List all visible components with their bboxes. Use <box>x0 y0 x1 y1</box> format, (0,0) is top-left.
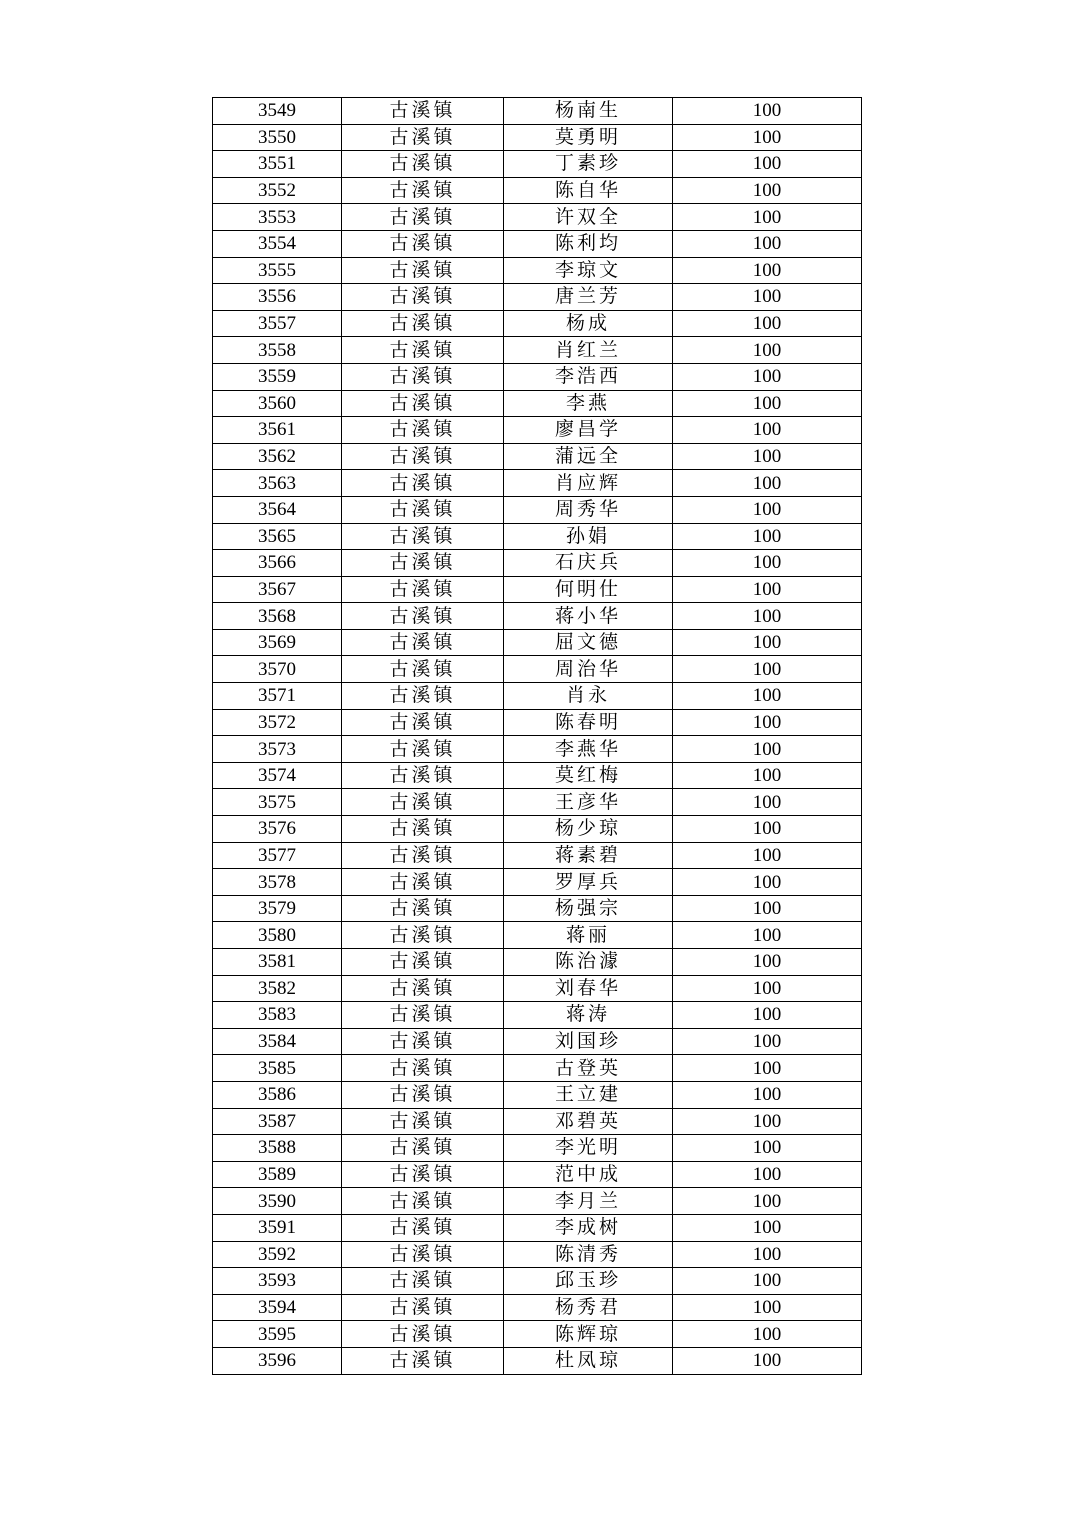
person-name-cell: 杨成 <box>504 310 673 337</box>
table-row <box>213 975 862 1002</box>
town-cell: 古溪镇 <box>342 895 504 922</box>
town-cell: 古溪镇 <box>342 762 504 789</box>
amount-cell: 100 <box>673 98 862 125</box>
row-number-cell: 3594 <box>213 1294 342 1321</box>
table-row <box>213 470 862 497</box>
table-row <box>213 310 862 337</box>
town-cell: 古溪镇 <box>342 1081 504 1108</box>
amount-cell: 100 <box>673 869 862 896</box>
amount-cell: 100 <box>673 789 862 816</box>
row-number-cell: 3572 <box>213 709 342 736</box>
person-name-cell: 肖红兰 <box>504 337 673 364</box>
person-name-cell: 杜凤琼 <box>504 1347 673 1374</box>
town-cell: 古溪镇 <box>342 1108 504 1135</box>
row-number-cell: 3585 <box>213 1055 342 1082</box>
amount-cell: 100 <box>673 151 862 178</box>
row-number-cell: 3575 <box>213 789 342 816</box>
table-row <box>213 709 862 736</box>
town-cell: 古溪镇 <box>342 124 504 151</box>
table-row <box>213 230 862 257</box>
table-row <box>213 1135 862 1162</box>
person-name-cell: 蒲远全 <box>504 443 673 470</box>
row-number-cell: 3557 <box>213 310 342 337</box>
town-cell: 古溪镇 <box>342 683 504 710</box>
amount-cell: 100 <box>673 603 862 630</box>
town-cell: 古溪镇 <box>342 1241 504 1268</box>
table-row <box>213 1002 862 1029</box>
row-number-cell: 3570 <box>213 656 342 683</box>
table-row <box>213 869 862 896</box>
row-number-cell: 3587 <box>213 1108 342 1135</box>
person-name-cell: 孙娟 <box>504 523 673 550</box>
amount-cell: 100 <box>673 417 862 444</box>
town-cell: 古溪镇 <box>342 922 504 949</box>
amount-cell: 100 <box>673 204 862 231</box>
row-number-cell: 3549 <box>213 98 342 125</box>
town-cell: 古溪镇 <box>342 390 504 417</box>
person-name-cell: 蒋涛 <box>504 1002 673 1029</box>
town-cell: 古溪镇 <box>342 603 504 630</box>
row-number-cell: 3558 <box>213 337 342 364</box>
person-name-cell: 蒋素碧 <box>504 842 673 869</box>
row-number-cell: 3565 <box>213 523 342 550</box>
amount-cell: 100 <box>673 310 862 337</box>
person-name-cell: 何明仕 <box>504 576 673 603</box>
table-row <box>213 390 862 417</box>
amount-cell: 100 <box>673 762 862 789</box>
amount-cell: 100 <box>673 736 862 763</box>
row-number-cell: 3550 <box>213 124 342 151</box>
row-number-cell: 3562 <box>213 443 342 470</box>
row-number-cell: 3579 <box>213 895 342 922</box>
town-cell: 古溪镇 <box>342 1321 504 1348</box>
table-row <box>213 762 862 789</box>
town-cell: 古溪镇 <box>342 709 504 736</box>
town-cell: 古溪镇 <box>342 975 504 1002</box>
town-cell: 古溪镇 <box>342 656 504 683</box>
town-cell: 古溪镇 <box>342 842 504 869</box>
table-row <box>213 124 862 151</box>
person-name-cell: 古登英 <box>504 1055 673 1082</box>
subsidy-list-table <box>212 97 862 1375</box>
town-cell: 古溪镇 <box>342 337 504 364</box>
amount-cell: 100 <box>673 1241 862 1268</box>
amount-cell: 100 <box>673 1081 862 1108</box>
table-row <box>213 204 862 231</box>
amount-cell: 100 <box>673 629 862 656</box>
town-cell: 古溪镇 <box>342 1214 504 1241</box>
table-row <box>213 1055 862 1082</box>
table-row <box>213 98 862 125</box>
town-cell: 古溪镇 <box>342 1268 504 1295</box>
table-row <box>213 736 862 763</box>
person-name-cell: 陈春明 <box>504 709 673 736</box>
person-name-cell: 丁素珍 <box>504 151 673 178</box>
table-row <box>213 922 862 949</box>
row-number-cell: 3588 <box>213 1135 342 1162</box>
table-row <box>213 1108 862 1135</box>
table-row <box>213 816 862 843</box>
town-cell: 古溪镇 <box>342 417 504 444</box>
amount-cell: 100 <box>673 949 862 976</box>
town-cell: 古溪镇 <box>342 98 504 125</box>
table-row <box>213 417 862 444</box>
person-name-cell: 邓碧英 <box>504 1108 673 1135</box>
amount-cell: 100 <box>673 922 862 949</box>
town-cell: 古溪镇 <box>342 1055 504 1082</box>
table-row <box>213 629 862 656</box>
person-name-cell: 陈治澽 <box>504 949 673 976</box>
town-cell: 古溪镇 <box>342 1002 504 1029</box>
table-row <box>213 1294 862 1321</box>
amount-cell: 100 <box>673 816 862 843</box>
amount-cell: 100 <box>673 895 862 922</box>
table-row <box>213 1268 862 1295</box>
amount-cell: 100 <box>673 257 862 284</box>
row-number-cell: 3584 <box>213 1028 342 1055</box>
row-number-cell: 3591 <box>213 1214 342 1241</box>
table-row <box>213 151 862 178</box>
town-cell: 古溪镇 <box>342 470 504 497</box>
person-name-cell: 刘国珍 <box>504 1028 673 1055</box>
table-row <box>213 496 862 523</box>
row-number-cell: 3593 <box>213 1268 342 1295</box>
amount-cell: 100 <box>673 576 862 603</box>
amount-cell: 100 <box>673 1188 862 1215</box>
person-name-cell: 蒋丽 <box>504 922 673 949</box>
table-row <box>213 443 862 470</box>
row-number-cell: 3577 <box>213 842 342 869</box>
person-name-cell: 罗厚兵 <box>504 869 673 896</box>
amount-cell: 100 <box>673 523 862 550</box>
table-row <box>213 337 862 364</box>
amount-cell: 100 <box>673 284 862 311</box>
town-cell: 古溪镇 <box>342 523 504 550</box>
person-name-cell: 肖应辉 <box>504 470 673 497</box>
amount-cell: 100 <box>673 1028 862 1055</box>
row-number-cell: 3596 <box>213 1347 342 1374</box>
amount-cell: 100 <box>673 842 862 869</box>
town-cell: 古溪镇 <box>342 310 504 337</box>
row-number-cell: 3592 <box>213 1241 342 1268</box>
town-cell: 古溪镇 <box>342 1294 504 1321</box>
person-name-cell: 刘春华 <box>504 975 673 1002</box>
amount-cell: 100 <box>673 1002 862 1029</box>
town-cell: 古溪镇 <box>342 789 504 816</box>
amount-cell: 100 <box>673 124 862 151</box>
town-cell: 古溪镇 <box>342 257 504 284</box>
person-name-cell: 杨南生 <box>504 98 673 125</box>
town-cell: 古溪镇 <box>342 949 504 976</box>
amount-cell: 100 <box>673 443 862 470</box>
amount-cell: 100 <box>673 656 862 683</box>
person-name-cell: 廖昌学 <box>504 417 673 444</box>
person-name-cell: 李光明 <box>504 1135 673 1162</box>
town-cell: 古溪镇 <box>342 629 504 656</box>
row-number-cell: 3563 <box>213 470 342 497</box>
amount-cell: 100 <box>673 1135 862 1162</box>
amount-cell: 100 <box>673 177 862 204</box>
town-cell: 古溪镇 <box>342 443 504 470</box>
table-row <box>213 1214 862 1241</box>
amount-cell: 100 <box>673 1347 862 1374</box>
amount-cell: 100 <box>673 230 862 257</box>
table-row <box>213 576 862 603</box>
row-number-cell: 3576 <box>213 816 342 843</box>
town-cell: 古溪镇 <box>342 1347 504 1374</box>
row-number-cell: 3583 <box>213 1002 342 1029</box>
person-name-cell: 莫红梅 <box>504 762 673 789</box>
amount-cell: 100 <box>673 1108 862 1135</box>
row-number-cell: 3566 <box>213 550 342 577</box>
person-name-cell: 杨秀君 <box>504 1294 673 1321</box>
town-cell: 古溪镇 <box>342 151 504 178</box>
person-name-cell: 李月兰 <box>504 1188 673 1215</box>
table-row <box>213 1081 862 1108</box>
town-cell: 古溪镇 <box>342 550 504 577</box>
row-number-cell: 3595 <box>213 1321 342 1348</box>
town-cell: 古溪镇 <box>342 1188 504 1215</box>
row-number-cell: 3571 <box>213 683 342 710</box>
amount-cell: 100 <box>673 709 862 736</box>
amount-cell: 100 <box>673 1294 862 1321</box>
town-cell: 古溪镇 <box>342 177 504 204</box>
table-row <box>213 683 862 710</box>
amount-cell: 100 <box>673 496 862 523</box>
amount-cell: 100 <box>673 1321 862 1348</box>
person-name-cell: 陈清秀 <box>504 1241 673 1268</box>
person-name-cell: 周秀华 <box>504 496 673 523</box>
row-number-cell: 3554 <box>213 230 342 257</box>
table-row <box>213 1321 862 1348</box>
person-name-cell: 唐兰芳 <box>504 284 673 311</box>
town-cell: 古溪镇 <box>342 736 504 763</box>
row-number-cell: 3580 <box>213 922 342 949</box>
town-cell: 古溪镇 <box>342 230 504 257</box>
person-name-cell: 陈利均 <box>504 230 673 257</box>
town-cell: 古溪镇 <box>342 496 504 523</box>
amount-cell: 100 <box>673 1055 862 1082</box>
row-number-cell: 3573 <box>213 736 342 763</box>
row-number-cell: 3578 <box>213 869 342 896</box>
amount-cell: 100 <box>673 1268 862 1295</box>
amount-cell: 100 <box>673 975 862 1002</box>
row-number-cell: 3556 <box>213 284 342 311</box>
person-name-cell: 杨少琼 <box>504 816 673 843</box>
person-name-cell: 莫勇明 <box>504 124 673 151</box>
table-row <box>213 895 862 922</box>
table-row <box>213 842 862 869</box>
person-name-cell: 王彦华 <box>504 789 673 816</box>
amount-cell: 100 <box>673 363 862 390</box>
amount-cell: 100 <box>673 470 862 497</box>
person-name-cell: 李浩西 <box>504 363 673 390</box>
table-body <box>213 98 862 1375</box>
table-row <box>213 284 862 311</box>
person-name-cell: 肖永 <box>504 683 673 710</box>
town-cell: 古溪镇 <box>342 1161 504 1188</box>
table-row <box>213 257 862 284</box>
row-number-cell: 3555 <box>213 257 342 284</box>
person-name-cell: 杨强宗 <box>504 895 673 922</box>
row-number-cell: 3582 <box>213 975 342 1002</box>
row-number-cell: 3589 <box>213 1161 342 1188</box>
table-row <box>213 1241 862 1268</box>
table-row <box>213 363 862 390</box>
amount-cell: 100 <box>673 1214 862 1241</box>
person-name-cell: 李燕 <box>504 390 673 417</box>
row-number-cell: 3552 <box>213 177 342 204</box>
town-cell: 古溪镇 <box>342 363 504 390</box>
row-number-cell: 3559 <box>213 363 342 390</box>
table-row <box>213 1188 862 1215</box>
table-row <box>213 1161 862 1188</box>
person-name-cell: 李成树 <box>504 1214 673 1241</box>
amount-cell: 100 <box>673 1161 862 1188</box>
person-name-cell: 邱玉珍 <box>504 1268 673 1295</box>
town-cell: 古溪镇 <box>342 204 504 231</box>
person-name-cell: 陈自华 <box>504 177 673 204</box>
amount-cell: 100 <box>673 337 862 364</box>
table-row <box>213 1347 862 1374</box>
amount-cell: 100 <box>673 550 862 577</box>
person-name-cell: 王立建 <box>504 1081 673 1108</box>
table-row <box>213 789 862 816</box>
person-name-cell: 陈辉琼 <box>504 1321 673 1348</box>
amount-cell: 100 <box>673 683 862 710</box>
table-row <box>213 1028 862 1055</box>
person-name-cell: 许双全 <box>504 204 673 231</box>
town-cell: 古溪镇 <box>342 869 504 896</box>
row-number-cell: 3586 <box>213 1081 342 1108</box>
row-number-cell: 3569 <box>213 629 342 656</box>
table-row <box>213 949 862 976</box>
table-row <box>213 550 862 577</box>
person-name-cell: 石庆兵 <box>504 550 673 577</box>
town-cell: 古溪镇 <box>342 1135 504 1162</box>
person-name-cell: 周治华 <box>504 656 673 683</box>
person-name-cell: 范中成 <box>504 1161 673 1188</box>
row-number-cell: 3581 <box>213 949 342 976</box>
town-cell: 古溪镇 <box>342 576 504 603</box>
town-cell: 古溪镇 <box>342 816 504 843</box>
row-number-cell: 3560 <box>213 390 342 417</box>
row-number-cell: 3568 <box>213 603 342 630</box>
person-name-cell: 蒋小华 <box>504 603 673 630</box>
person-name-cell: 屈文德 <box>504 629 673 656</box>
town-cell: 古溪镇 <box>342 1028 504 1055</box>
row-number-cell: 3561 <box>213 417 342 444</box>
table-row <box>213 656 862 683</box>
town-cell: 古溪镇 <box>342 284 504 311</box>
row-number-cell: 3551 <box>213 151 342 178</box>
person-name-cell: 李燕华 <box>504 736 673 763</box>
row-number-cell: 3564 <box>213 496 342 523</box>
row-number-cell: 3590 <box>213 1188 342 1215</box>
amount-cell: 100 <box>673 390 862 417</box>
person-name-cell: 李琼文 <box>504 257 673 284</box>
table-row <box>213 177 862 204</box>
row-number-cell: 3574 <box>213 762 342 789</box>
table-row <box>213 523 862 550</box>
row-number-cell: 3567 <box>213 576 342 603</box>
row-number-cell: 3553 <box>213 204 342 231</box>
table-row <box>213 603 862 630</box>
